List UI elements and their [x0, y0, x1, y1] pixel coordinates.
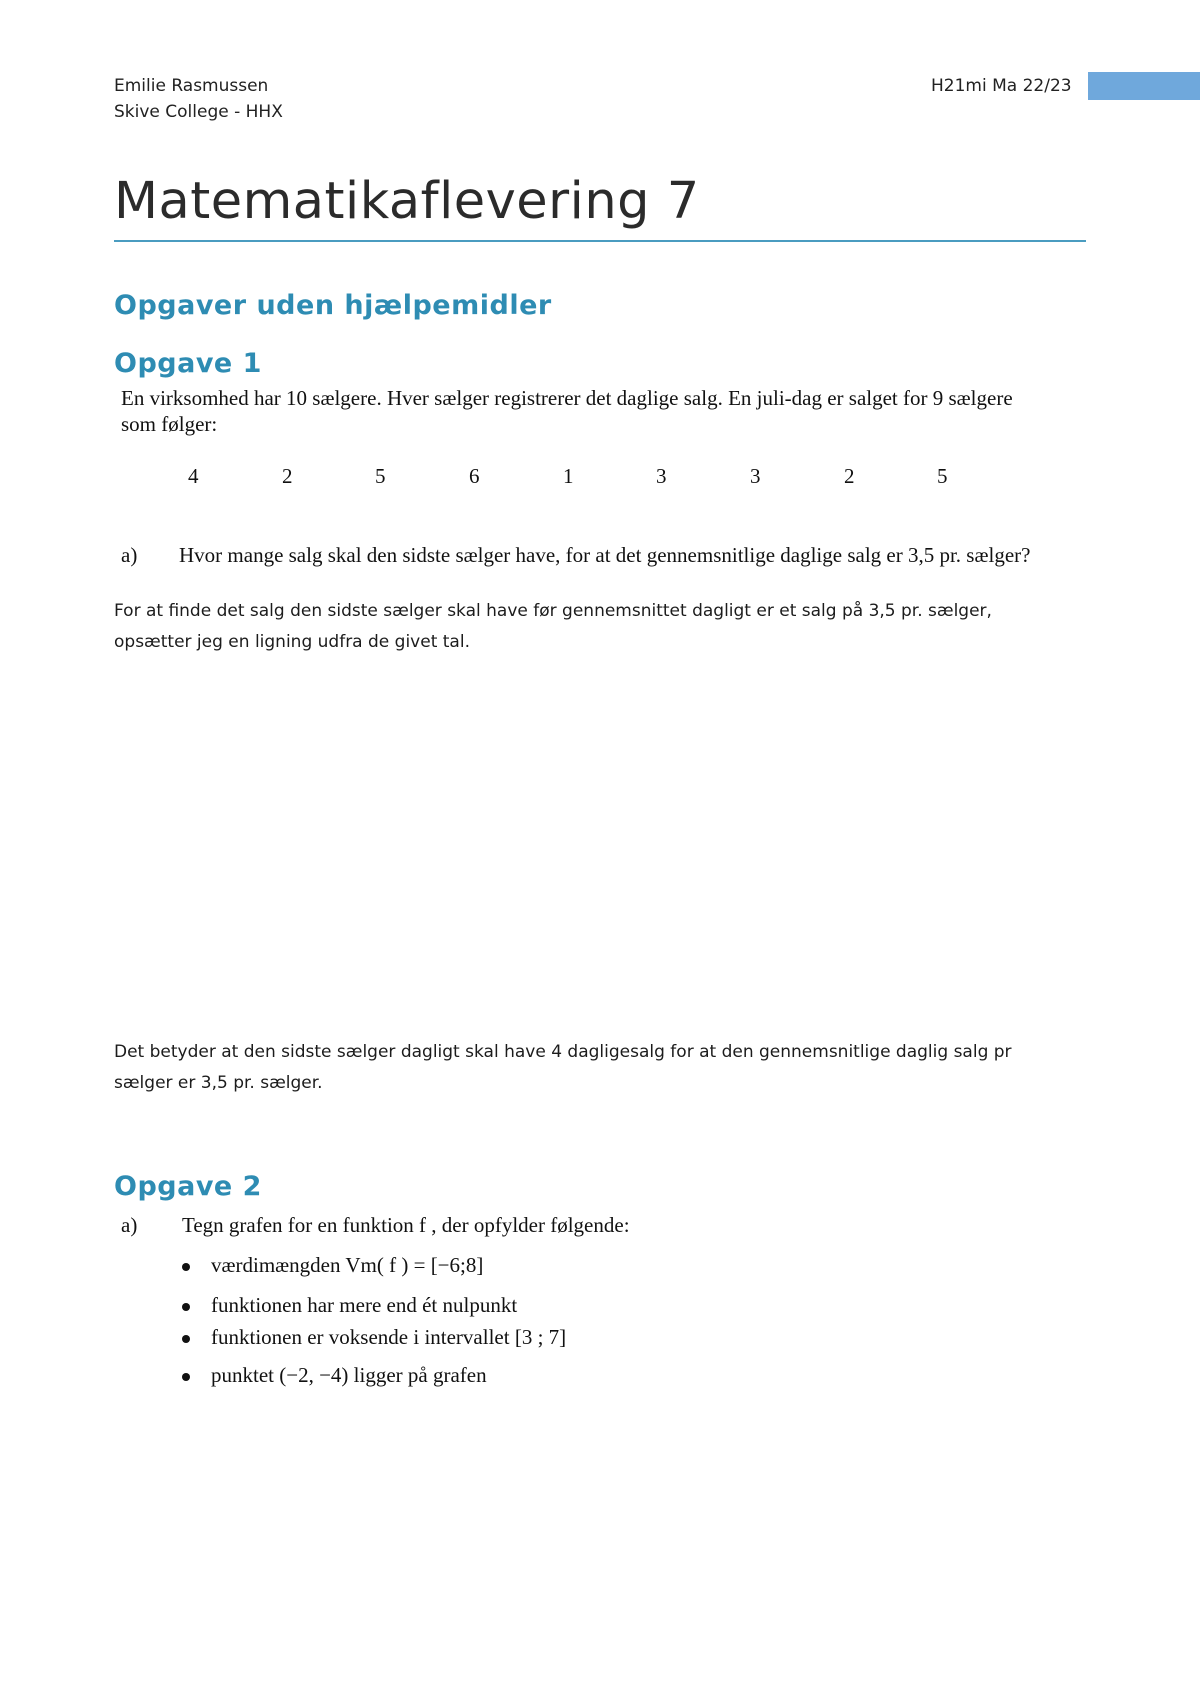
sales-value: 5	[375, 464, 386, 488]
task2-question-text: Tegn grafen for en funktion f , der opfylder følgende:	[182, 1213, 630, 1237]
condition-item: værdimængden Vm( f ) = [−6;8]	[211, 1253, 484, 1277]
task1-heading: Opgave 1	[114, 348, 262, 379]
bullet-dot	[182, 1335, 190, 1343]
sales-value: 4	[188, 464, 199, 488]
task1-intro-line2: som følger:	[121, 412, 218, 436]
task1-intro-line1: En virksomhed har 10 sælgere. Hver sælger registrerer det daglige salg. En juli-dag er salget for 9 sælgere	[121, 386, 1013, 410]
condition-item: funktionen har mere end ét nulpunkt	[211, 1293, 518, 1317]
sales-value: 5	[937, 464, 948, 488]
task2-question-label: a)	[121, 1213, 138, 1237]
header-author: Emilie Rasmussen	[114, 76, 269, 96]
sales-value: 1	[563, 464, 574, 488]
conclusion-line1: Det betyder at den sidste sælger dagligt skal have 4 dagligesalg for at den gennemsnitlige daglig salg pr	[114, 1042, 1012, 1062]
task1-question-label: a)	[121, 543, 138, 567]
sales-value: 6	[469, 464, 480, 488]
header-school: Skive College - HHX	[114, 102, 283, 122]
header-course: H21mi Ma 22/23	[931, 76, 1072, 96]
header-accent-bar	[1088, 72, 1200, 100]
task1-question-text: Hvor mange salg skal den sidste sælger have, for at det gennemsnitlige daglige salg er 3,5 pr. sælger?	[179, 543, 1031, 567]
sales-value: 2	[282, 464, 293, 488]
task2-heading: Opgave 2	[114, 1171, 262, 1202]
document-title: Matematikaflevering 7	[114, 172, 700, 231]
sales-value: 3	[750, 464, 761, 488]
condition-item: punktet (−2, −4) ligger på grafen	[211, 1363, 487, 1387]
condition-item: funktionen er voksende i intervallet [3 ; 7]	[211, 1325, 567, 1349]
section-heading: Opgaver uden hjælpemidler	[114, 290, 552, 321]
sales-value: 2	[844, 464, 855, 488]
title-rule	[114, 240, 1086, 242]
answer-intro-line2: opsætter jeg en ligning udfra de givet tal.	[114, 632, 470, 652]
conclusion-line2: sælger er 3,5 pr. sælger.	[114, 1073, 323, 1093]
task1-conclusion	[114, 1037, 1012, 1099]
sales-value: 3	[656, 464, 667, 488]
task1-answer-intro	[114, 596, 992, 658]
answer-intro-line1: For at finde det salg den sidste sælger skal have før gennemsnittet dagligt er et salg på 3,5 pr. sælger,	[114, 601, 992, 621]
bullet-dot	[182, 1263, 190, 1271]
bullet-dot	[182, 1373, 190, 1381]
bullet-dot	[182, 1303, 190, 1311]
